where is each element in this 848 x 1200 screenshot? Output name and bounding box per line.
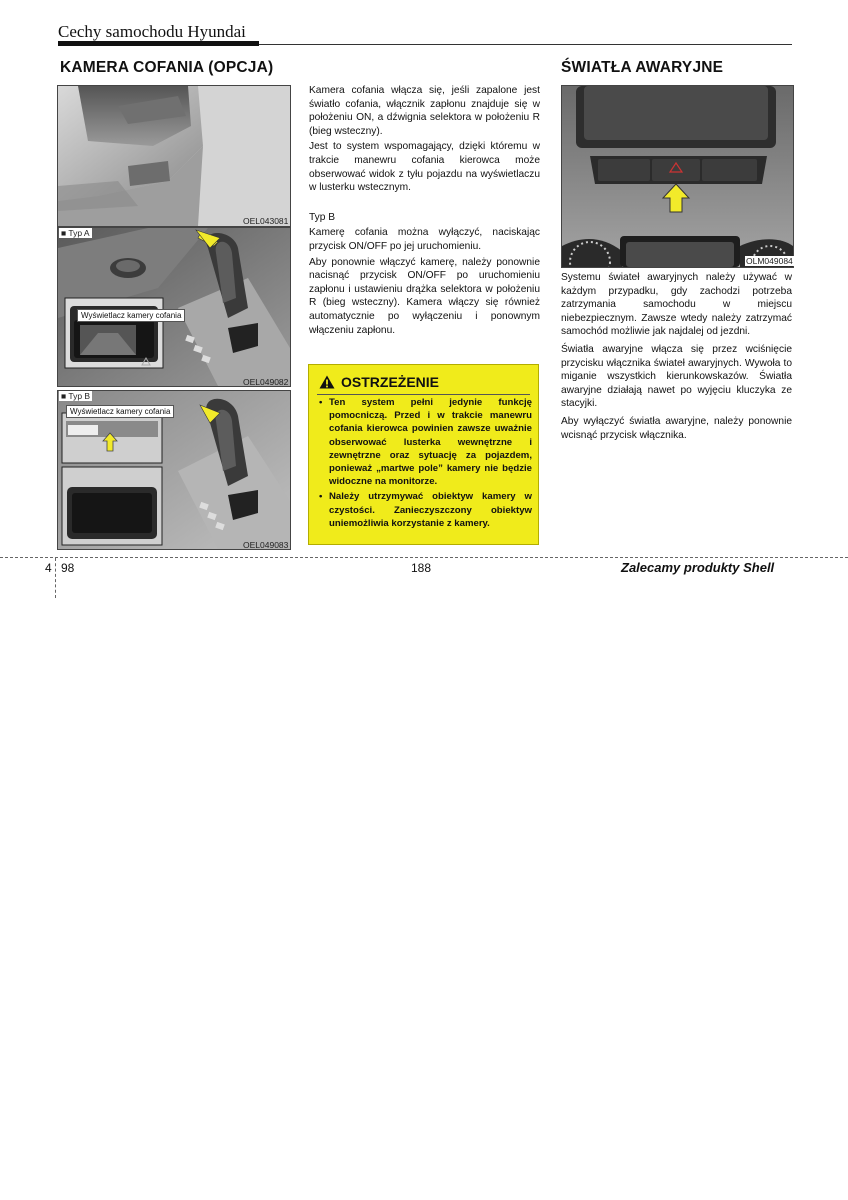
body-paragraph: Kamerę cofania można wyłączyć, naciskając przycisk ON/OFF po jej uruchomieniu. — [309, 227, 540, 252]
footer-vertical-divider — [55, 558, 56, 598]
header-rule-thick — [58, 41, 259, 46]
dashboard-illustration — [562, 86, 793, 267]
body-paragraph: Światła awaryjne włącza się przez wciśnięcie przycisku włącznika świateł awaryjnych. Wywoła to miganie wszystkich kierunkowskazów. Światła awaryjne działają nawet po wyjęciu kluczyka ze stacyjki. — [561, 343, 792, 410]
figure-hazard-switch — [561, 85, 794, 268]
page-number: 98 — [61, 561, 75, 575]
middle-text-column — [309, 84, 540, 337]
figure-type-a — [57, 227, 291, 387]
warning-triangle-icon — [319, 375, 335, 389]
footer-slogan: Zalecamy produkty Shell — [621, 560, 775, 575]
warning-divider — [317, 394, 530, 395]
section-title-hazard-lights: ŚWIATŁA AWARYJNE — [561, 59, 724, 76]
figure-code: OLM049084 — [746, 256, 793, 266]
body-paragraph: Kamera cofania włącza się, jeśli zapalone jest światło cofania, włącznik zapłonu znajduje się w położeniu ON, a dźwignia selektora w położeniu R (bieg wsteczny). — [309, 85, 540, 137]
car-rear-illustration — [58, 86, 290, 226]
footer-divider — [0, 557, 848, 558]
figure-car-rear — [57, 85, 291, 227]
body-paragraph: Aby ponownie włączyć kamerę, należy ponownie nacisnąć przycisk ON/OFF po uruchomieniu zapłonu i ustawieniu drążka selektora w położeniu R (bieg wsteczny). Kamera włączy się również automatycznie po wyłączeniu i ponownym włączeniu zapłonu. — [309, 256, 540, 336]
figure-code: OEL049082 — [243, 377, 289, 387]
running-header: Cechy samochodu Hyundai — [58, 22, 246, 41]
header-rule-thin — [259, 44, 792, 45]
type-b-tag: ■ Typ B — [61, 391, 91, 401]
figure-code: OEL043081 — [243, 216, 289, 226]
warning-list — [317, 396, 532, 530]
warning-item: • Ten system pełni jedynie funkcję pomocniczą. Przed i w trakcie manewru cofania kierowca powinien zawsze uważnie obserwować lusterka wewnętrzne i zewnętrzne oraz sytuację za pojazdem, ponieważ „martwe pole” kamery nie będzie widoczne na monitorze. — [317, 396, 532, 488]
camera-display-callout: Wyświetlacz kamery cofania — [66, 405, 174, 418]
subheading-type-b: Typ B — [309, 211, 336, 223]
chapter-number: 4 — [45, 561, 52, 575]
body-paragraph: Systemu świateł awaryjnych należy używać w każdym przypadku, gdy zachodzi potrzeba zatrzymania samochodu w miejscu niebezpiecznym. Zawsze wtedy należy zatrzymać samochód możliwie jak najdalej od jezdni. — [561, 272, 792, 338]
warning-title: OSTRZEŻENIE — [341, 374, 440, 390]
warning-box — [308, 364, 539, 545]
warning-item: • Należy utrzymywać obiektyw kamery w czystości. Zanieczyszczony obiektyw uniemożliwia korzystanie z kamery. — [317, 490, 532, 530]
warning-heading — [319, 374, 439, 390]
figure-code: OEL049083 — [243, 540, 289, 550]
section-title-rear-camera: KAMERA COFANIA (OPCJA) — [60, 59, 274, 76]
right-text-column — [561, 271, 792, 442]
body-paragraph: Aby wyłączyć światła awaryjne, należy ponownie wcisnąć przycisk włącznika. — [561, 415, 792, 441]
gear-shifter-illustration — [58, 228, 290, 386]
type-a-tag: ■ Typ A — [61, 228, 90, 238]
printed-page-number: 188 — [411, 561, 432, 575]
body-paragraph: Jest to system wspomagający, dzięki któremu w trakcie manewru cofania kierowca może obserwować widok z tyłu pojazdu na wyświetlaczu w lusterku wstecznym. — [309, 141, 540, 194]
camera-display-callout: Wyświetlacz kamery cofania — [77, 309, 185, 322]
